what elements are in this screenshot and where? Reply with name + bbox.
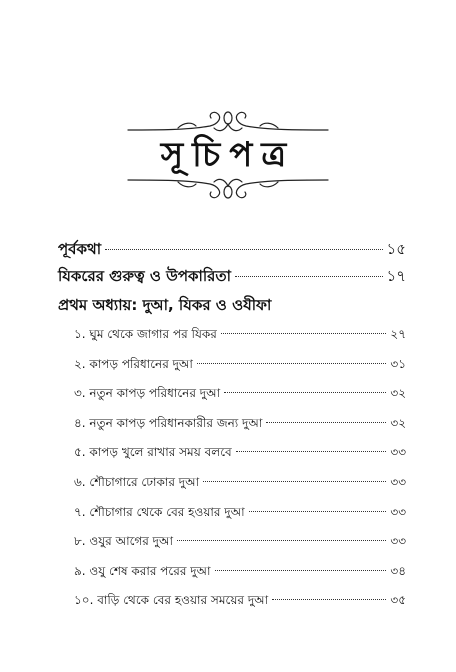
toc-item[interactable] [74, 557, 406, 587]
dot-leader [203, 480, 386, 482]
toc-entry-label: পূর্বকথা [58, 240, 102, 258]
dot-leader [105, 248, 382, 250]
toc-entry[interactable] [58, 236, 406, 263]
toc-item-page: ৩২ [390, 415, 406, 430]
chapter-heading-label: প্রথম অধ্যায়: দুআ, যিকর ও ওযীফা [58, 296, 272, 314]
toc-item[interactable] [74, 527, 406, 557]
toc-item-label: ৩. নতুন কাপড় পরিধানের দুআ [74, 386, 221, 401]
toc-item-label: ৮. ওযুর আগের দুআ [74, 534, 173, 549]
dot-leader [224, 391, 386, 393]
toc-item-page: ৩৪ [390, 563, 406, 578]
dot-leader [272, 598, 386, 600]
toc-item-label: ৬. শৌচাগারে ঢোকার দুআ [74, 474, 200, 489]
toc-item[interactable] [74, 468, 406, 498]
toc-item-page: ২৭ [390, 327, 406, 341]
toc-item-label: ১. ঘুম থেকে জাগার পর যিকর [74, 327, 217, 341]
ornament-scroll-icon [118, 106, 338, 136]
dot-leader [197, 362, 386, 364]
toc-entry-page: ১৭ [386, 267, 406, 285]
dot-leader [221, 332, 387, 334]
ornament-scroll-icon [118, 174, 338, 204]
dot-leader [215, 569, 387, 571]
toc-item[interactable] [74, 586, 406, 616]
table-of-contents [58, 236, 406, 616]
dot-leader [236, 450, 387, 452]
toc-item-label: ৭. শৌচাগার থেকে বের হওয়ার দুআ [74, 504, 245, 519]
dot-leader [249, 510, 387, 512]
toc-item-page: ৩৫ [390, 593, 406, 608]
toc-item-label: ২. কাপড় পরিধানের দুআ [74, 356, 193, 371]
toc-item-label: ৪. নতুন কাপড় পরিধানকারীর জন্য দুআ [74, 415, 263, 430]
toc-item-label: ১০. বাড়ি থেকে বের হওয়ার সময়ের দুআ [74, 593, 269, 608]
chapter-heading [58, 290, 406, 320]
toc-item[interactable] [74, 498, 406, 528]
toc-item-page: ৩৩ [390, 534, 406, 549]
toc-item-page: ৩১ [390, 356, 406, 371]
toc-entry-page: ১৫ [386, 240, 406, 258]
dot-leader [266, 421, 386, 423]
toc-item-label: ৫. কাপড় খুলে রাখার সময় বলবে [74, 445, 232, 460]
toc-item[interactable] [74, 409, 406, 439]
toc-item[interactable] [74, 320, 406, 350]
toc-item-page: ৩৩ [390, 474, 406, 489]
toc-item-label: ৯. ওযু শেষ করার পরের দুআ [74, 563, 211, 578]
toc-item-page: ৩৩ [390, 445, 406, 460]
toc-entry-label: যিকরের গুরুত্ব ও উপকারিতা [58, 267, 231, 285]
page-title: সূচিপত্র [160, 135, 296, 175]
toc-item[interactable] [74, 350, 406, 380]
toc-item[interactable] [74, 379, 406, 409]
dot-leader [177, 539, 386, 541]
toc-item-page: ৩৩ [390, 504, 406, 519]
toc-item-page: ৩২ [390, 386, 406, 401]
toc-entry[interactable] [58, 263, 406, 290]
toc-item[interactable] [74, 438, 406, 468]
dot-leader [235, 275, 383, 277]
